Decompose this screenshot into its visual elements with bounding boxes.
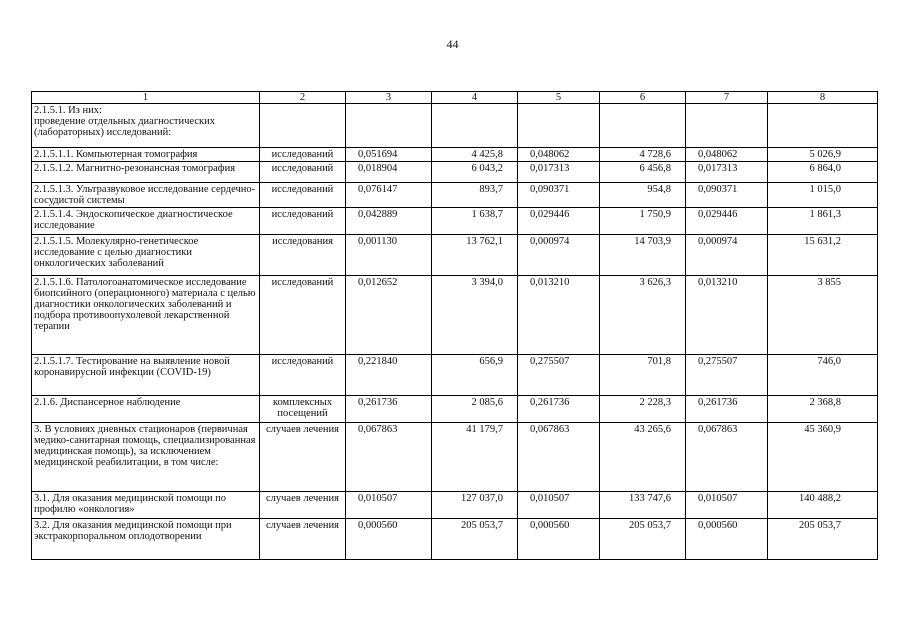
value-cell: 4 728,6 (600, 148, 686, 162)
row-name-cell: 2.1.5.1.1. Компьютерная томография (32, 148, 260, 162)
table-row (32, 148, 878, 162)
value-cell: 127 037,0 (432, 492, 518, 519)
table-row (32, 235, 878, 276)
value-cell: 0,067863 (518, 423, 600, 492)
header-cell: 1 (32, 92, 260, 104)
value-cell: 0,221840 (346, 355, 432, 396)
page-number: 44 (446, 37, 459, 51)
value-cell: 0,018904 (346, 162, 432, 183)
header-cell: 6 (600, 92, 686, 104)
row-name-cell: 3.1. Для оказания медицинской помощи по профилю «онкология» (32, 492, 260, 519)
value-cell: 3 855 (768, 276, 878, 355)
table-row (32, 492, 878, 519)
row-name-cell: 2.1.5.1.4. Эндоскопическое диагностическое исследование (32, 208, 260, 235)
value-cell: 2 085,6 (432, 396, 518, 423)
value-cell: 0,000974 (686, 235, 768, 276)
header-cell: 4 (432, 92, 518, 104)
table-row (32, 423, 878, 492)
value-cell (346, 104, 432, 148)
value-cell: 954,8 (600, 183, 686, 208)
value-cell: 0,076147 (346, 183, 432, 208)
value-cell: 0,051694 (346, 148, 432, 162)
row-name-cell: 2.1.5.1. Из них: проведение отдельных диагностических (лабораторных) исследований: (32, 104, 260, 148)
table-row (32, 104, 878, 148)
value-cell: 0,017313 (686, 162, 768, 183)
row-name-cell: 3.2. Для оказания медицинской помощи при экстракорпоральном оплодотворении (32, 519, 260, 560)
header-cell: 2 (260, 92, 346, 104)
unit-cell: исследований (260, 208, 346, 235)
unit-cell: исследований (260, 183, 346, 208)
value-cell: 1 861,3 (768, 208, 878, 235)
value-cell: 6 456,8 (600, 162, 686, 183)
value-cell: 0,029446 (518, 208, 600, 235)
value-cell: 4 425,8 (432, 148, 518, 162)
value-cell: 1 638,7 (432, 208, 518, 235)
value-cell: 0,275507 (686, 355, 768, 396)
value-cell: 0,010507 (518, 492, 600, 519)
header-row (32, 92, 878, 104)
value-cell: 45 360,9 (768, 423, 878, 492)
value-cell: 133 747,6 (600, 492, 686, 519)
value-cell: 0,048062 (518, 148, 600, 162)
value-cell: 0,048062 (686, 148, 768, 162)
table-row (32, 208, 878, 235)
table-row (32, 162, 878, 183)
value-cell: 0,001130 (346, 235, 432, 276)
value-cell: 205 053,7 (768, 519, 878, 560)
row-name-cell: 2.1.5.1.5. Молекулярно-генетическое исследование с целью диагностики онкологических заболеваний (32, 235, 260, 276)
value-cell: 893,7 (432, 183, 518, 208)
value-cell: 746,0 (768, 355, 878, 396)
table-row (32, 396, 878, 423)
value-cell: 14 703,9 (600, 235, 686, 276)
value-cell: 0,261736 (346, 396, 432, 423)
value-cell: 1 750,9 (600, 208, 686, 235)
row-name-cell: 3. В условиях дневных стационаров (первичная медико-санитарная помощь, специализированная медицинская помощь), за исключением медицинской реабилитации, в том числе: (32, 423, 260, 492)
value-cell (600, 104, 686, 148)
table-row (32, 519, 878, 560)
row-name-cell: 2.1.5.1.2. Магнитно-резонансная томография (32, 162, 260, 183)
value-cell: 205 053,7 (432, 519, 518, 560)
row-name-cell: 2.1.5.1.7. Тестирование на выявление новой коронавирусной инфекции (COVID-19) (32, 355, 260, 396)
value-cell: 0,042889 (346, 208, 432, 235)
tariff-table (31, 91, 878, 560)
value-cell: 6 864,0 (768, 162, 878, 183)
value-cell: 3 394,0 (432, 276, 518, 355)
value-cell: 701,8 (600, 355, 686, 396)
value-cell: 1 015,0 (768, 183, 878, 208)
value-cell: 0,013210 (518, 276, 600, 355)
value-cell: 2 368,8 (768, 396, 878, 423)
value-cell: 41 179,7 (432, 423, 518, 492)
value-cell: 140 488,2 (768, 492, 878, 519)
row-name-cell: 2.1.6. Диспансерное наблюдение (32, 396, 260, 423)
row-name-cell: 2.1.5.1.6. Патологоанатомическое исследование биопсийного (операционного) материала с целью диагностики онкологических заболеваний и подбора противоопухолевой лекарственной терапии (32, 276, 260, 355)
header-cell: 5 (518, 92, 600, 104)
value-cell: 5 026,9 (768, 148, 878, 162)
value-cell: 0,275507 (518, 355, 600, 396)
value-cell: 0,067863 (686, 423, 768, 492)
value-cell: 656,9 (432, 355, 518, 396)
value-cell: 3 626,3 (600, 276, 686, 355)
unit-cell: исследований (260, 355, 346, 396)
unit-cell: случаев лечения (260, 423, 346, 492)
table-row (32, 276, 878, 355)
header-cell: 7 (686, 92, 768, 104)
value-cell: 0,067863 (346, 423, 432, 492)
value-cell: 0,010507 (346, 492, 432, 519)
value-cell (686, 104, 768, 148)
value-cell: 0,261736 (686, 396, 768, 423)
value-cell: 0,261736 (518, 396, 600, 423)
value-cell: 0,090371 (518, 183, 600, 208)
value-cell: 2 228,3 (600, 396, 686, 423)
value-cell: 0,017313 (518, 162, 600, 183)
value-cell: 0,013210 (686, 276, 768, 355)
unit-cell: исследований (260, 148, 346, 162)
value-cell: 0,000974 (518, 235, 600, 276)
unit-cell: исследований (260, 276, 346, 355)
value-cell: 0,012652 (346, 276, 432, 355)
row-name-cell: 2.1.5.1.3. Ультразвуковое исследование сердечно-сосудистой системы (32, 183, 260, 208)
value-cell: 0,010507 (686, 492, 768, 519)
value-cell: 0,000560 (686, 519, 768, 560)
unit-cell: случаев лечения (260, 492, 346, 519)
value-cell: 6 043,2 (432, 162, 518, 183)
unit-cell: исследования (260, 235, 346, 276)
header-cell: 3 (346, 92, 432, 104)
value-cell (768, 104, 878, 148)
value-cell: 15 631,2 (768, 235, 878, 276)
unit-cell: случаев лечения (260, 519, 346, 560)
value-cell: 205 053,7 (600, 519, 686, 560)
table-row (32, 183, 878, 208)
value-cell: 0,000560 (346, 519, 432, 560)
value-cell: 0,090371 (686, 183, 768, 208)
unit-cell: комплексных посещений (260, 396, 346, 423)
unit-cell (260, 104, 346, 148)
table-row (32, 355, 878, 396)
value-cell: 0,000560 (518, 519, 600, 560)
value-cell: 0,029446 (686, 208, 768, 235)
value-cell: 43 265,6 (600, 423, 686, 492)
value-cell (518, 104, 600, 148)
header-cell: 8 (768, 92, 878, 104)
value-cell: 13 762,1 (432, 235, 518, 276)
value-cell (432, 104, 518, 148)
unit-cell: исследований (260, 162, 346, 183)
